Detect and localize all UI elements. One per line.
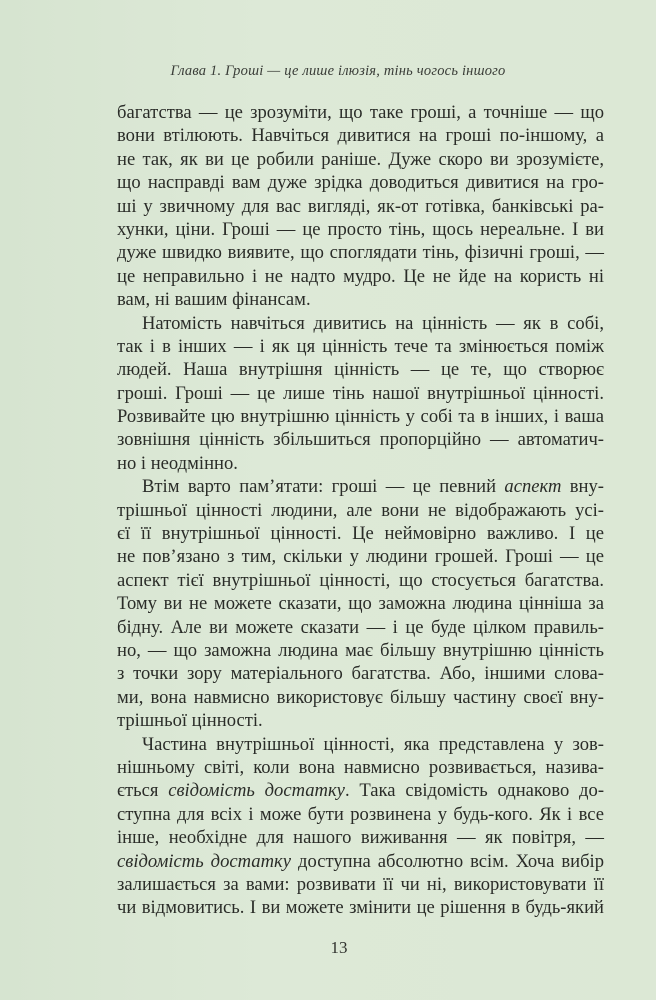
text-line	[117, 171, 604, 194]
text-segment: багатства — це зрозуміти, що таке гроші, а точніше — що	[117, 102, 604, 123]
text-line	[117, 826, 604, 849]
text-segment: вам, ні вашим фінансам.	[117, 289, 311, 311]
text-line	[117, 803, 604, 826]
text-segment: так і в інших — і як ця цінність тече та змінюється поміж	[117, 335, 604, 357]
text-line	[117, 335, 604, 358]
text-line	[117, 382, 604, 405]
text-line	[117, 686, 604, 709]
text-line	[117, 616, 604, 639]
text-line	[117, 265, 604, 288]
text-line	[117, 218, 604, 241]
text-line	[117, 241, 604, 264]
text-segment: ми, вона навмисно використовує більшу частину своєї вну-	[117, 686, 604, 708]
text-segment: єї її внутрішньої цінності. Це неймовірно важливо. І це	[117, 523, 604, 545]
text-segment: людей. Наша внутрішня цінність — це те, що створює	[117, 359, 604, 381]
text-segment: вони втілюють. Навчіться дивитися на гроші по-іншому, а	[117, 125, 604, 147]
text-line	[117, 148, 604, 171]
text-segment: доступна абсолютно всім. Хоча вибір	[290, 850, 604, 872]
text-line	[117, 709, 604, 732]
text-line	[117, 195, 604, 218]
text-line	[117, 499, 604, 522]
text-segment: аспект тієї внутрішньої цінності, що стосується багатства.	[117, 569, 604, 591]
text-segment: хунки, ціни. Гроші — це просто тінь, щось нереальне. І ви	[117, 218, 604, 240]
text-segment: дуже швидко виявите, що споглядати тінь, фізичні гроші, —	[117, 242, 604, 264]
text-segment: трішньої цінності людини, але вони не відображають усі-	[117, 499, 604, 521]
text-line	[117, 428, 604, 451]
text-segment: Тому ви не можете сказати, що заможна людина цінніша за	[117, 593, 604, 615]
text-line	[117, 569, 604, 592]
text-segment: що насправді вам дуже зрідка доводиться дивитися на гро-	[117, 172, 604, 194]
text-segment: Розвивайте цю внутрішню цінність у собі та в інших, і ваша	[117, 406, 604, 428]
italic-term: свідомість достатку	[117, 850, 291, 872]
running-header: Глава 1. Гроші — це лише ілюзія, тінь чогось іншого	[170, 63, 506, 79]
text-segment: не так, як ви це робили раніше. Дуже скоро ви зрозумієте,	[117, 148, 604, 170]
text-segment: зовнішня цінність збільшиться пропорційно — автоматич-	[117, 429, 604, 451]
text-line	[117, 288, 604, 311]
italic-term: аспект	[504, 476, 562, 498]
italic-term: свідомість достатку	[168, 780, 345, 802]
text-line	[117, 662, 604, 685]
text-line	[117, 358, 604, 381]
text-line	[117, 124, 604, 147]
text-line	[117, 779, 604, 802]
text-segment: не пов’язано з тим, скільки у людини грошей. Гроші — це	[117, 546, 604, 568]
text-line	[117, 312, 604, 335]
text-segment: інше, необхідне для нашого виживання — як повітря, —	[117, 827, 604, 849]
text-segment: нішньому світі, коли вона навмисно розвивається, назива-	[117, 756, 604, 778]
page-number: 13	[330, 938, 348, 957]
text-line	[117, 639, 604, 662]
text-line	[117, 850, 604, 873]
body-text	[117, 101, 604, 920]
text-segment: но, — що заможна людина має більшу внутрішню цінність	[117, 639, 604, 661]
text-line	[117, 101, 604, 124]
text-segment: бідну. Але ви можете сказати — і це буде цілком правиль-	[117, 616, 604, 638]
text-line	[117, 405, 604, 428]
text-segment: чи відмовитись. І ви можете змінити це рішення в будь-який	[117, 897, 604, 919]
text-segment: Втім варто пам’ятати: гроші — це певний	[142, 476, 505, 498]
text-segment: Натомість навчіться дивитись на цінність — як в собі,	[142, 312, 604, 334]
text-segment: гроші. Гроші — це лише тінь нашої внутрішньої цінності.	[117, 382, 604, 404]
text-segment: залишається за вами: розвивати її чи ні, використовувати її	[117, 873, 604, 895]
text-line	[117, 545, 604, 568]
text-line	[117, 896, 604, 919]
text-segment: трішньої цінності.	[117, 710, 263, 732]
text-segment: Частина внутрішньої цінності, яка представлена у зов-	[142, 733, 604, 755]
text-line	[117, 475, 604, 498]
text-segment: ші у звичному для вас вигляді, як-от готівка, банківські ра-	[117, 195, 604, 217]
text-line	[117, 873, 604, 896]
text-segment: це неправильно і не надто мудро. Це не йде на користь ні	[117, 265, 604, 287]
text-segment: ступна для всіх і може бути розвинена у будь-кого. Як і все	[117, 803, 604, 825]
text-segment: . Така свідомість однаково до-	[344, 780, 605, 802]
text-line	[117, 452, 604, 475]
text-segment: з точки зору матеріального багатства. Або, іншими слова-	[117, 663, 604, 685]
text-line	[117, 592, 604, 615]
text-segment: вну-	[561, 476, 604, 498]
text-segment: ється	[117, 780, 169, 802]
text-segment: но і неодмінно.	[117, 452, 238, 474]
text-line	[117, 522, 604, 545]
text-line	[117, 733, 604, 756]
text-line	[117, 756, 604, 779]
